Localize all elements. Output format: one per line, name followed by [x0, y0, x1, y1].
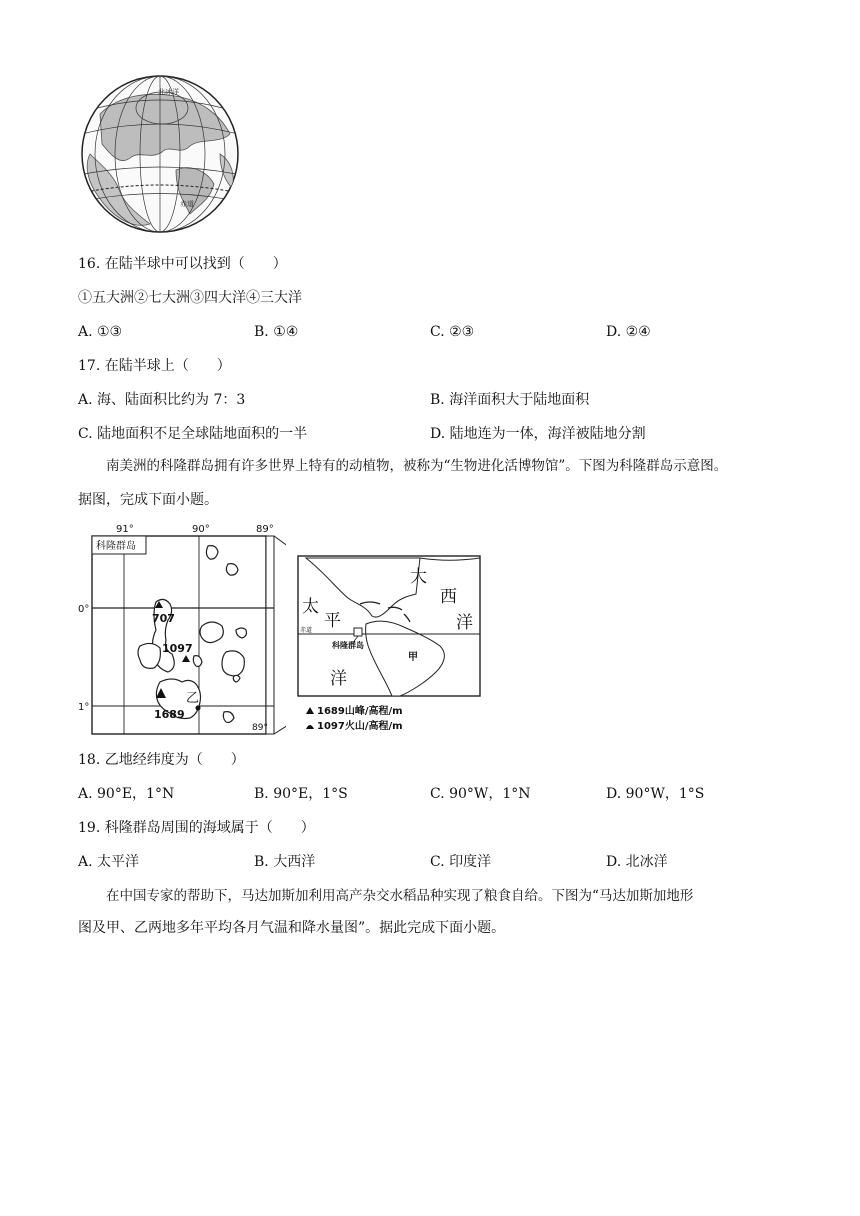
atlantic-char-3: 洋 — [456, 613, 473, 633]
q18-option-d[interactable]: D. 90°W，1°S — [606, 786, 705, 802]
intro1-line1: 南美洲的科隆群岛拥有许多世界上特有的动植物，被称为“生物进化活博物馆”。下图为科隆群岛示意图。 — [106, 458, 728, 474]
globe-label-arctic: 北冰洋 — [158, 88, 179, 96]
lon-label-91: 91° — [116, 524, 134, 535]
q19-stem: 19. 科隆群岛周围的海域属于（ ） — [78, 820, 315, 836]
q19-option-a[interactable]: A. 太平洋 — [78, 854, 140, 870]
legend-volcano-icon — [306, 725, 314, 729]
q19-option-c[interactable]: C. 印度洋 — [430, 854, 492, 870]
intro2-line1: 在中国专家的帮助下，马达加斯加利用高产杂交水稻品种实现了粮食自给。下图为“马达加斯加地形 — [106, 888, 694, 904]
q19-option-d[interactable]: D. 北冰洋 — [606, 854, 668, 870]
q16-items: ①五大洲②七大洲③四大洋④三大洋 — [78, 290, 302, 306]
land-hemisphere-globe — [80, 74, 242, 234]
peak-label-1689: 1689 — [154, 708, 185, 721]
point-yi-label: 乙 — [186, 691, 200, 706]
q16-stem: 16. 在陆半球中可以找到（ ） — [78, 256, 287, 272]
q17-option-b[interactable]: B. 海洋面积大于陆地面积 — [430, 392, 590, 408]
q18-option-b[interactable]: B. 90°E，1°S — [254, 786, 348, 802]
point-yi-marker — [196, 706, 201, 711]
equator-label: 赤道 — [300, 627, 313, 634]
map1-title: 科隆群岛 — [96, 541, 136, 552]
intro1-line2: 据图，完成下面小题。 — [78, 492, 218, 508]
intro2-line2: 图及甲、乙两地多年平均各月气温和降水量图”。据此完成下面小题。 — [78, 920, 506, 936]
island-label: 科隆群岛 — [332, 641, 364, 650]
legend-peak-icon — [306, 707, 314, 714]
q18-option-c[interactable]: C. 90°W，1°N — [430, 786, 531, 802]
globe-label-equator: 赤道 — [180, 200, 194, 208]
q18-stem: 18. 乙地经纬度为（ ） — [78, 752, 245, 768]
q16-option-a[interactable]: A. ①③ — [78, 324, 123, 340]
q19-option-b[interactable]: B. 大西洋 — [254, 854, 316, 870]
peak-label-1097: 1097 — [162, 642, 193, 655]
lon-label-89: 89° — [256, 524, 274, 535]
legend-volcano-label: 1097火山/高程/m — [317, 721, 403, 732]
overview-map — [296, 554, 484, 740]
q16-option-b[interactable]: B. ①④ — [254, 324, 299, 340]
q17-option-d[interactable]: D. 陆地连为一体，海洋被陆地分割 — [430, 426, 646, 442]
corner-label-89: 89° — [252, 723, 268, 733]
q16-option-d[interactable]: D. ②④ — [606, 324, 651, 340]
pacific-char-1: 太 — [302, 597, 319, 617]
lat-label-0: 0° — [78, 604, 90, 615]
continent-jia-label: 甲 — [408, 652, 418, 663]
q18-option-a[interactable]: A. 90°E，1°N — [78, 786, 175, 802]
lon-label-90: 90° — [192, 524, 210, 535]
peak-label-707: 707 — [152, 612, 175, 625]
legend-peak-label: 1689山峰/高程/m — [317, 706, 403, 717]
q17-option-c[interactable]: C. 陆地面积不足全球陆地面积的一半 — [78, 426, 308, 442]
atlantic-char-1: 大 — [410, 567, 427, 587]
pacific-char-3: 洋 — [330, 669, 347, 689]
lat-label-1: 1° — [78, 702, 90, 713]
pacific-char-2: 平 — [324, 611, 341, 631]
q17-stem: 17. 在陆半球上（ ） — [78, 358, 231, 374]
galapagos-map — [76, 520, 286, 746]
q16-option-c[interactable]: C. ②③ — [430, 324, 475, 340]
q17-option-a[interactable]: A. 海、陆面积比约为 7：3 — [78, 392, 246, 408]
atlantic-char-2: 西 — [440, 587, 457, 607]
